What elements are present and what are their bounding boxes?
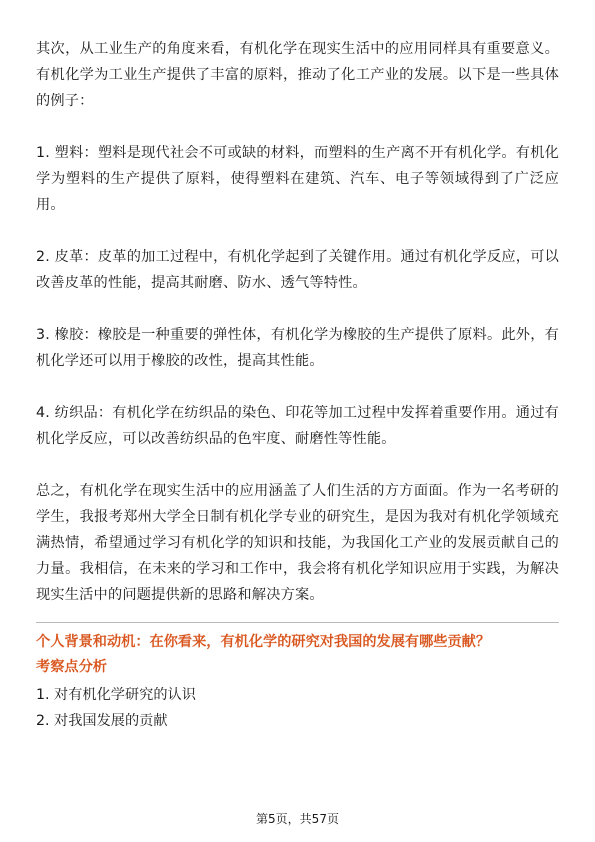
paragraph-textiles: 4. 纺织品：有机化学在纺织品的染色、印花等加工过程中发挥着重要作用。通过有机化学反应，可以改善纺织品的色牢度、耐磨性等性能。: [36, 405, 559, 447]
paragraph-plastics: 1. 塑料：塑料是现代社会不可或缺的材料，而塑料的生产离不开有机化学。有机化学为塑料的生产提供了原料，使得塑料在建筑、汽车、电子等领域得到了广泛应用。: [36, 145, 559, 213]
page-number: 第5页，共57页: [256, 812, 339, 826]
analysis-list: [36, 682, 559, 734]
paragraph-intro: 其次，从工业生产的角度来看，有机化学在现实生活中的应用同样具有重要意义。有机化学为工业生产提供了丰富的原料，推动了化工产业的发展。以下是一些具体的例子：: [36, 41, 559, 109]
section-divider: [36, 622, 559, 623]
analysis-point: 1. 对有机化学研究的认识: [36, 687, 196, 703]
document-page: [36, 36, 559, 734]
paragraph-conclusion: 总之，有机化学在现实生活中的应用涵盖了人们生活的方方面面。作为一名考研的学生，我报考郑州大学全日制有机化学专业的研究生，是因为我对有机化学领域充满热情，希望通过学习有机化学的知识和技能，为我国化工产业的发展贡献自己的力量。我相信，在未来的学习和工作中，我会将有机化学知识应用于实践，为解决现实生活中的问题提供新的思路和解决方案。: [36, 483, 559, 603]
paragraph-leather: 2. 皮革：皮革的加工过程中，有机化学起到了关键作用。通过有机化学反应，可以改善皮革的性能，提高其耐磨、防水、透气等特性。: [36, 249, 559, 291]
analysis-point: 2. 对我国发展的贡献: [36, 713, 168, 729]
interview-question: 个人背景和动机：在你看来，有机化学的研究对我国的发展有哪些贡献？: [36, 634, 491, 650]
analysis-heading: 考察点分析: [36, 659, 107, 675]
paragraph-rubber: 3. 橡胶：橡胶是一种重要的弹性体，有机化学为橡胶的生产提供了原料。此外，有机化学还可以用于橡胶的改性，提高其性能。: [36, 327, 559, 369]
